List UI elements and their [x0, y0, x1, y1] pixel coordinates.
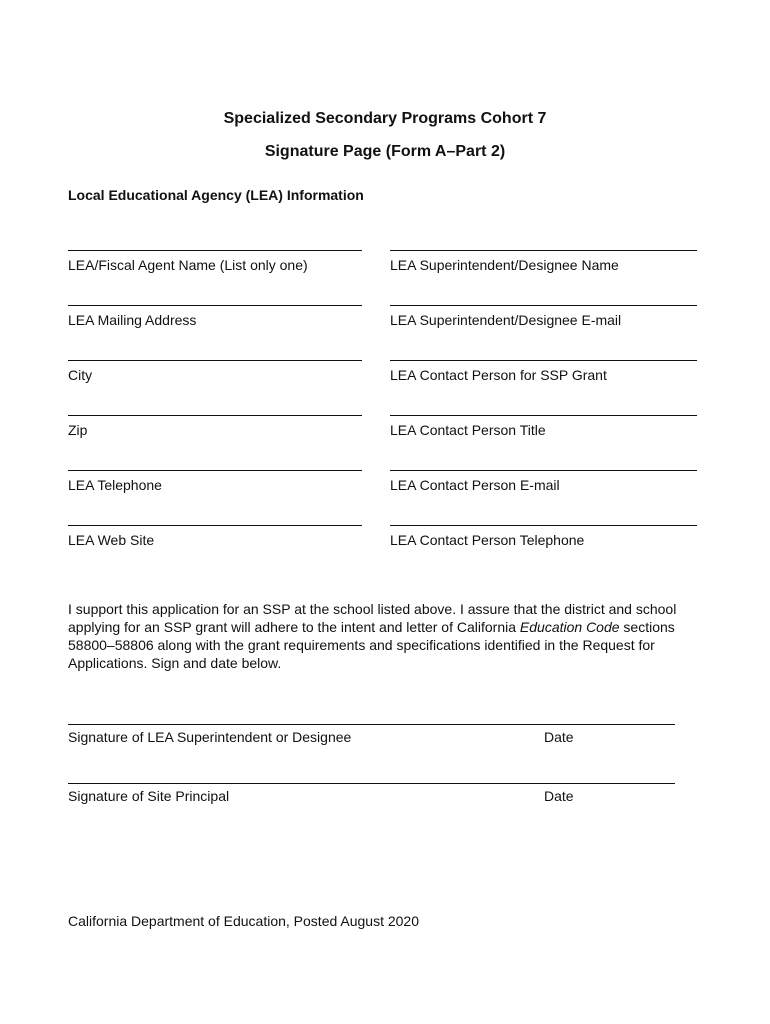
- field-label: LEA Mailing Address: [68, 312, 197, 328]
- signature-line: [390, 525, 697, 526]
- signature-label: Signature of Site Principal: [68, 788, 230, 804]
- date-label: Date: [544, 788, 574, 804]
- superintendent-signature-block[interactable]: [68, 724, 675, 747]
- field-contact-person-title[interactable]: [390, 415, 697, 438]
- footer-text: California Department of Education, Posted August 2020: [68, 913, 419, 929]
- principal-signature-block[interactable]: [68, 783, 675, 806]
- field-lea-web-site[interactable]: [68, 525, 362, 548]
- field-lea-telephone[interactable]: [68, 470, 362, 493]
- field-label: LEA Telephone: [68, 477, 162, 493]
- signature-line: [68, 360, 362, 361]
- date-label: Date: [544, 729, 574, 745]
- statement-text: I support this application for an SSP at the school listed above. I assure that the district and school applying for an SSP grant will adhere to the intent and letter of California: [68, 601, 677, 635]
- signature-line: [68, 724, 675, 725]
- field-lea-mailing-address[interactable]: [68, 305, 362, 328]
- field-contact-person-email[interactable]: [390, 470, 697, 493]
- field-lea-fiscal-agent-name[interactable]: [68, 250, 362, 273]
- field-label: City: [68, 367, 93, 383]
- field-zip[interactable]: [68, 415, 362, 438]
- field-label: LEA/Fiscal Agent Name (List only one): [68, 257, 308, 273]
- field-label: Zip: [68, 422, 88, 438]
- statement-italic-text: Education Code: [519, 619, 620, 635]
- signature-line: [68, 470, 362, 471]
- signature-line: [390, 250, 697, 251]
- signature-line: [390, 305, 697, 306]
- signature-line: [390, 470, 697, 471]
- signature-line: [390, 415, 697, 416]
- field-label: LEA Superintendent/Designee E-mail: [390, 312, 622, 328]
- assurance-statement: [68, 600, 688, 672]
- field-superintendent-email[interactable]: [390, 305, 697, 328]
- field-contact-person-telephone[interactable]: [390, 525, 697, 548]
- field-superintendent-name[interactable]: [390, 250, 697, 273]
- signature-line: [68, 305, 362, 306]
- signature-line: [68, 250, 362, 251]
- document-title: Specialized Secondary Programs Cohort 7: [223, 110, 547, 127]
- signature-line: [390, 360, 697, 361]
- signature-label: Signature of LEA Superintendent or Designee: [68, 729, 352, 745]
- signature-line: [68, 783, 675, 784]
- field-label: LEA Superintendent/Designee Name: [390, 257, 619, 273]
- section-heading: Local Educational Agency (LEA) Information: [68, 187, 364, 203]
- signature-line: [68, 415, 362, 416]
- field-city[interactable]: [68, 360, 362, 383]
- field-label: LEA Contact Person for SSP Grant: [390, 367, 607, 383]
- field-contact-person[interactable]: [390, 360, 697, 383]
- document-subtitle: Signature Page (Form A–Part 2): [264, 143, 506, 160]
- signature-line: [68, 525, 362, 526]
- statement-text: sections 58800–58806 along with the grant requirements and specifications identified in the Request for Applications. Sign and date below.: [68, 619, 675, 671]
- field-label: LEA Contact Person Telephone: [390, 532, 585, 548]
- field-label: LEA Contact Person E-mail: [390, 477, 560, 493]
- field-label: LEA Web Site: [68, 532, 155, 548]
- field-label: LEA Contact Person Title: [390, 422, 546, 438]
